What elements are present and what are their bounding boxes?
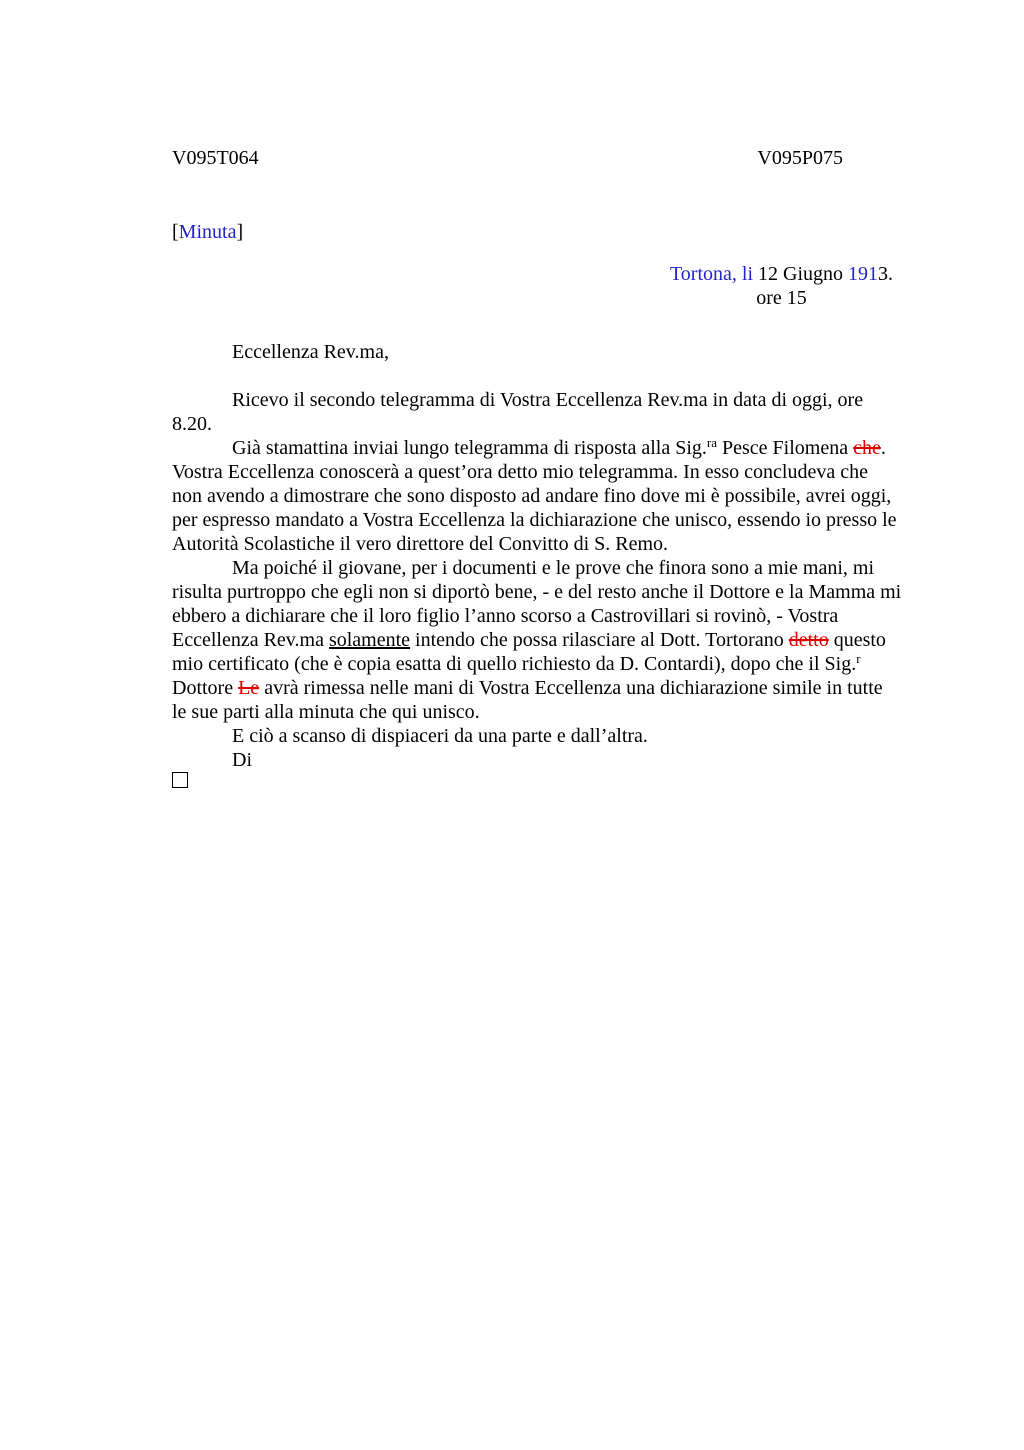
letter-body	[172, 340, 1024, 791]
salutation-line: Eccellenza Rev.ma,	[232, 341, 389, 363]
p3-5-text: mio certificato (che è copia esatta di quello richiesto da D. Contardi), dopo che il Sig.	[172, 653, 857, 675]
p3-6-strikethrough-word: Le	[238, 677, 260, 699]
p2-1-text: Già stamattina inviai lungo telegramma di risposta alla Sig.	[232, 437, 707, 459]
body-line-p3-6	[172, 676, 1024, 700]
body-line-p2-2: Vostra Eccellenza conoscerà a quest’ora detto mio telegramma. In esso concludeva che	[172, 461, 868, 483]
minuta-label: Minuta	[178, 221, 237, 243]
body-line-p2-4: per espresso mandato a Vostra Eccellenza la dichiarazione che unisco, essendo io presso le	[172, 509, 897, 531]
p2-1-text-end: .	[880, 437, 886, 459]
body-line-p3-7: le sue parti alla minuta che qui unisco.	[172, 701, 480, 723]
body-line-p3-3: ebbero a dichiarare che il loro figlio l’anno scorso a Castrovillari si rovinò, - Vostra	[172, 605, 839, 627]
body-line-p5-1: Di	[232, 749, 252, 771]
p2-1-text-mid: Pesce Filomena	[717, 437, 854, 459]
p3-5-superscript: r	[856, 651, 861, 666]
right-document-code: V095P075	[757, 147, 843, 169]
body-line-p2-3: non avendo a dimostrare che sono disposto ad andare fino dove mi è possibile, avrei oggi,	[172, 485, 892, 507]
dateline-wrapper	[172, 262, 920, 310]
body-line-p3-4	[172, 628, 1024, 652]
dateline-year-blue: 191	[848, 263, 878, 285]
minuta-bracket-open: [	[172, 221, 179, 243]
dateline-block	[670, 262, 893, 310]
dateline-place: Tortona, li	[669, 263, 758, 285]
p3-6-text-end: avrà rimessa nelle mani di Vostra Eccellenza una dichiarazione simile in tutte	[259, 677, 883, 699]
dateline-year-black: 3.	[878, 263, 893, 285]
p3-4-underlined-word: solamente	[328, 629, 411, 651]
minuta-label-line	[172, 220, 1024, 244]
body-line-p3-2: risulta purtroppo che egli non si diportò bene, - e del resto anche il Dottore e la Mamma mi	[172, 581, 902, 603]
blank-line	[172, 364, 1024, 388]
body-line-p3-5	[172, 652, 1024, 676]
minuta-bracket-close: ]	[236, 221, 244, 243]
p2-1-strikethrough-word: che	[853, 437, 881, 459]
body-line-p2-1	[172, 436, 1024, 460]
p3-4-text-mid: intendo che possa rilasciare al Dott. Tortorano	[410, 629, 789, 651]
empty-square-icon	[172, 772, 188, 788]
header-row	[172, 146, 843, 170]
footer-symbol-line	[172, 767, 1024, 791]
body-line-p1-1: Ricevo il secondo telegramma di Vostra Eccellenza Rev.ma in data di oggi, ore	[232, 389, 864, 411]
body-line-p3-1: Ma poiché il giovane, per i documenti e le prove che finora sono a mie mani, mi	[232, 557, 875, 579]
dateline-time: ore 15	[756, 287, 807, 309]
p3-6-text: Dottore	[172, 677, 239, 699]
body-line-p2-5: Autorità Scolastiche il vero direttore del Convitto di S. Remo.	[172, 533, 669, 555]
left-document-code: V095T064	[172, 147, 259, 169]
dateline	[670, 262, 893, 286]
body-line-p4-1: E ciò a scanso di dispiaceri da una parte e dall’altra.	[232, 725, 648, 747]
p2-1-superscript: ra	[706, 435, 718, 450]
p3-4-strikethrough-word: detto	[788, 629, 829, 651]
p3-4-text-end: questo	[828, 629, 886, 651]
dateline-date: 12 Giugno	[758, 263, 848, 285]
body-line-p1-2: 8.20.	[172, 413, 212, 435]
p3-4-text: Eccellenza Rev.ma	[172, 629, 329, 651]
